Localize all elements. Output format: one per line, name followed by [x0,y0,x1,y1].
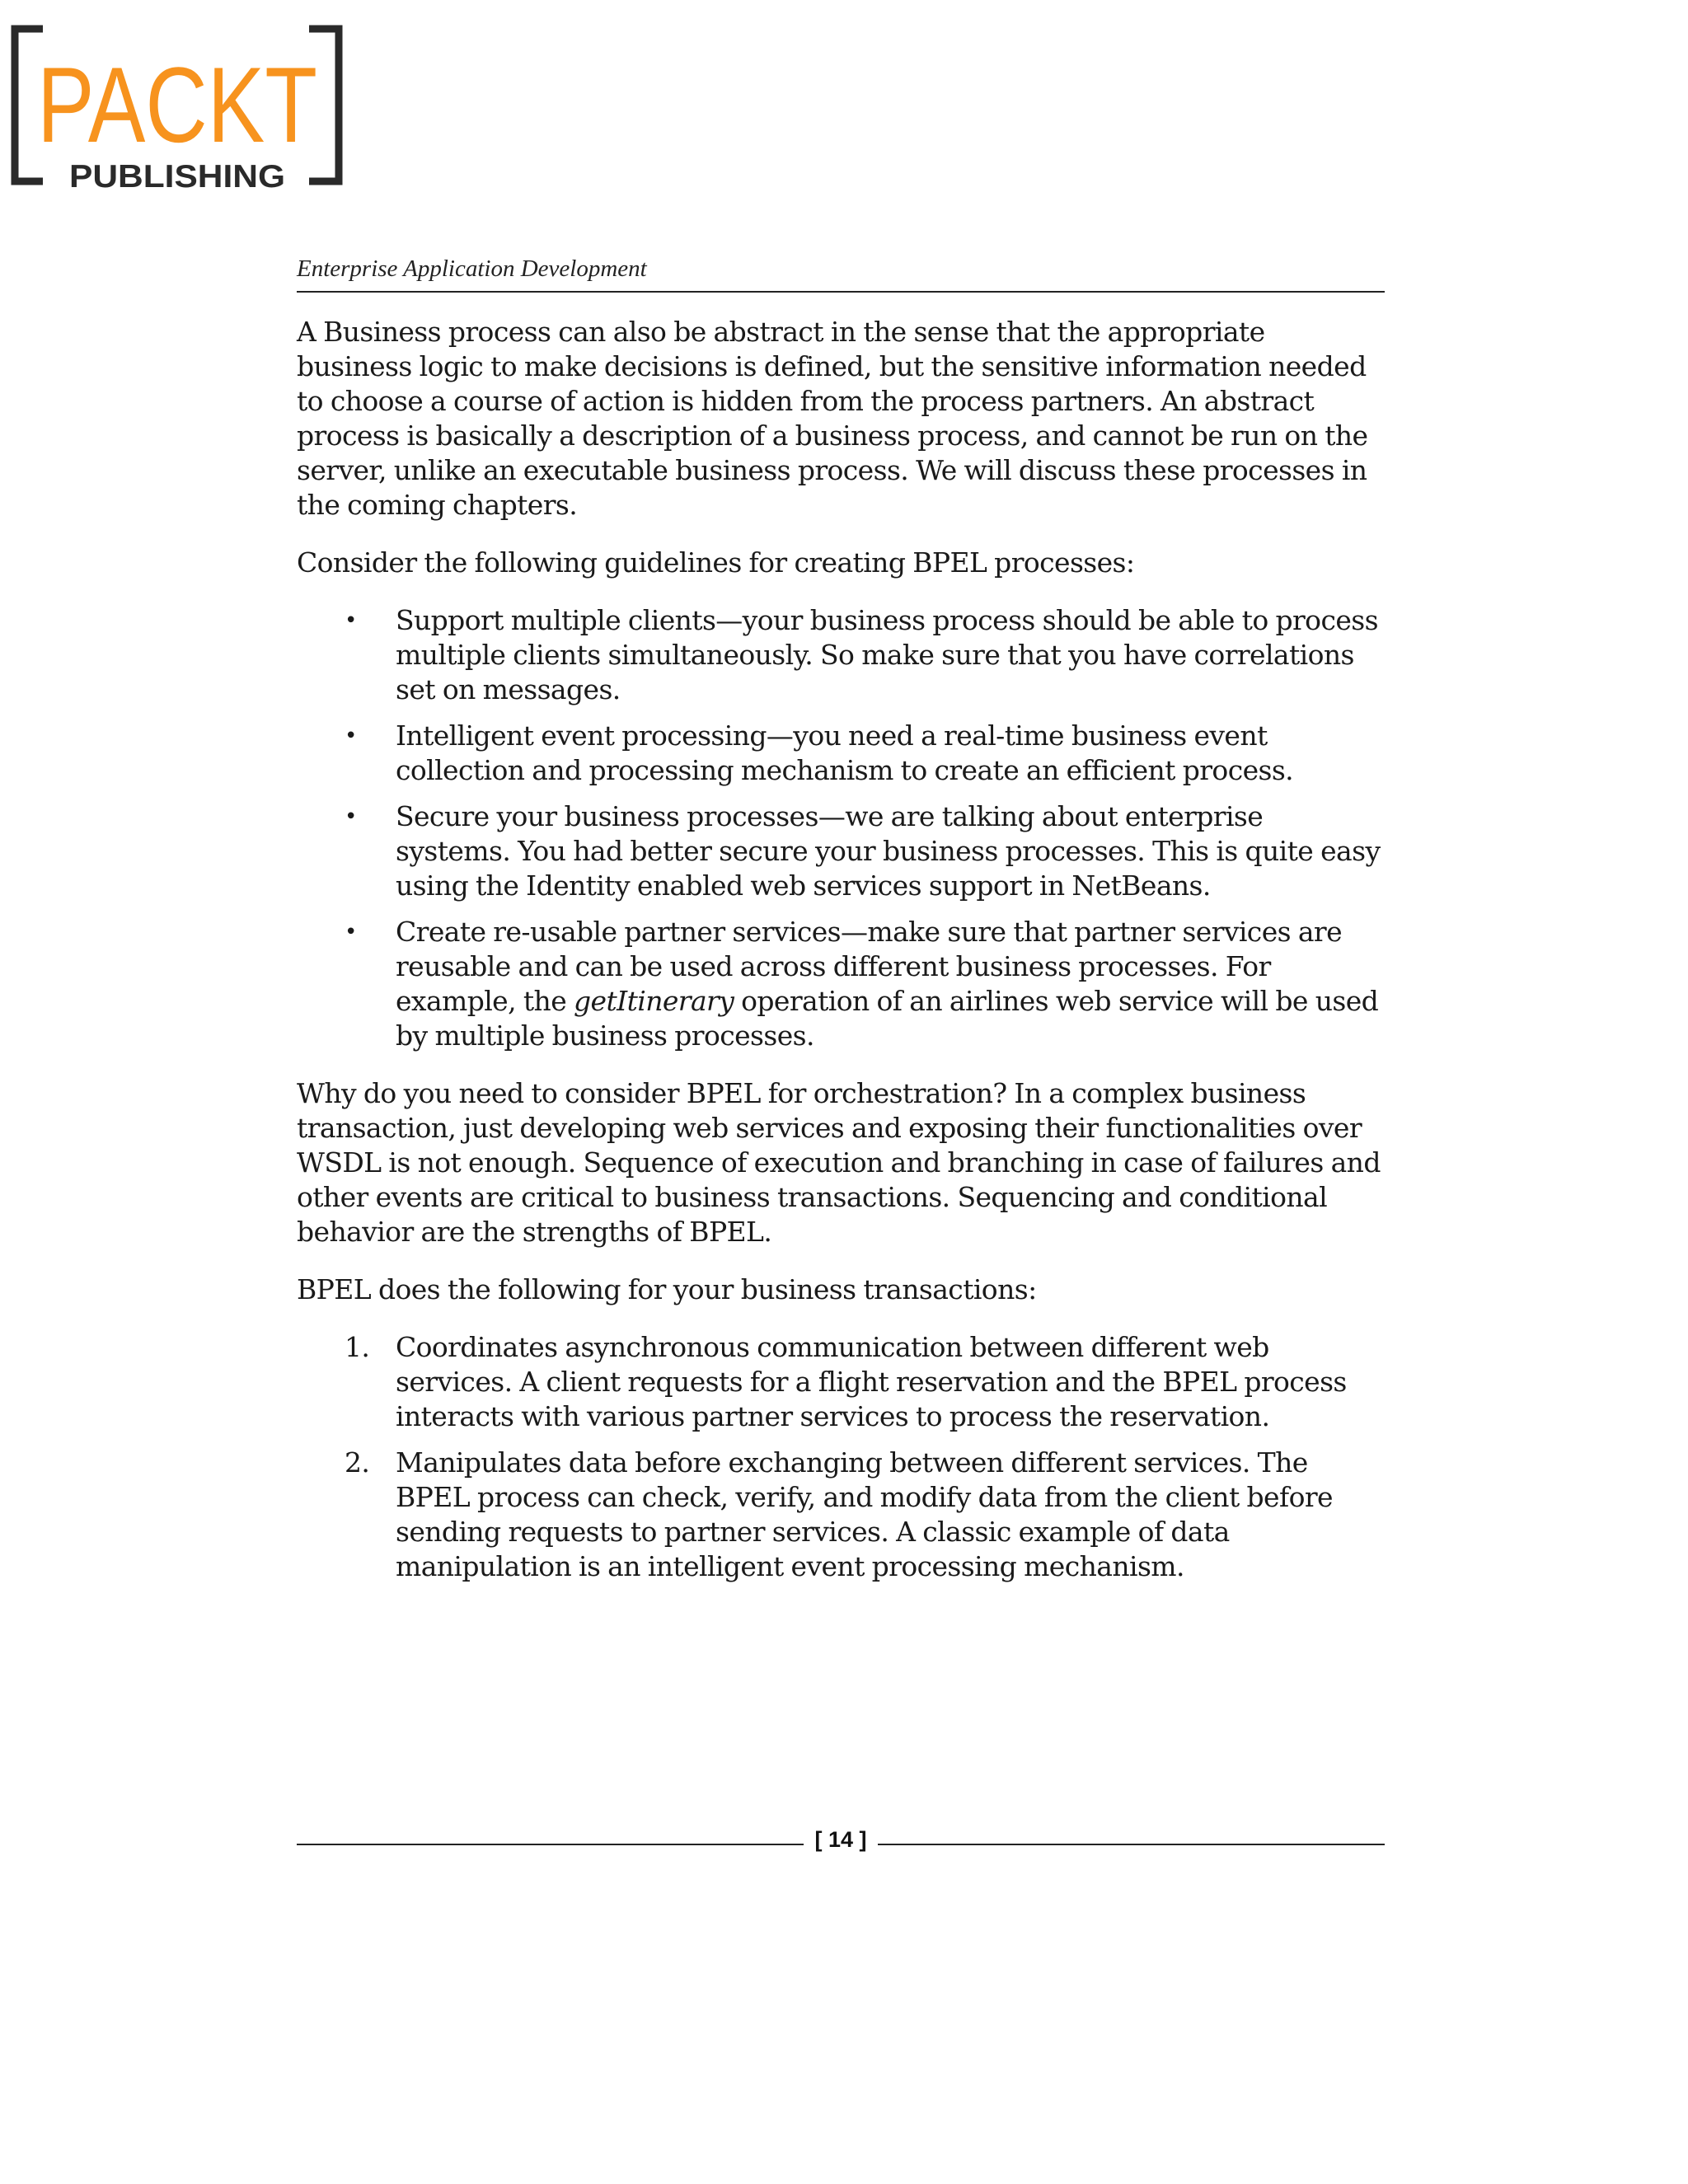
list-item [297,915,1385,1053]
list-item-text: Secure your business processes—we are talking about enterprise systems. You had better secure your business processes. This is quite easy using the Identity enabled web services support in NetBeans. [396,800,1381,902]
header-rule [297,291,1385,293]
bullet-marker: • [345,724,357,748]
list-item-text [396,916,1378,1052]
list-item-text-after: operation of an airlines web service will be used by multiple business processes. [396,985,1379,1052]
logo-graphic [15,29,345,194]
list-item-text: Intelligent event processing—you need a real-time business event collection and processing mechanism to create an efficient process. [396,719,1294,786]
bullet-marker: • [345,608,357,633]
list-item [297,603,1385,707]
list-item [297,1330,1385,1434]
list-item [297,719,1385,788]
guidelines-bullet-list [297,603,1385,1053]
paragraph-abstract-process: A Business process can also be abstract in the sense that the appropriate business logic to make decisions is defined, but the sensitive information needed to choose a course of action is hidden from the process partners. An abstract process is basically a description of a business process, and cannot be run on the server, unlike an executable business process. We will discuss these processes in the coming chapters. [297,316,1368,521]
number-marker: 2. [345,1446,370,1479]
page-footer [297,1825,1385,1858]
footer-rule-right [878,1844,1385,1845]
logo-brand-text: PACKT [37,45,317,165]
list-item [297,799,1385,903]
logo-subtitle-text: PUBLISHING [69,159,285,194]
number-marker: 1. [345,1331,370,1363]
running-header: Enterprise Application Development [297,255,647,282]
list-item-text-before: Create re-usable partner services—make sure that partner services are reusable and can be used across different business processes. For example, the [396,916,1343,1017]
bullet-marker: • [345,920,357,944]
packt-publishing-logo [15,29,345,194]
list-item-text: Manipulates data before exchanging between different services. The BPEL process can check, verify, and modify data from the client before sending requests to partner services. A classic example of data manipulation is an intelligent event processing mechanism. [396,1446,1333,1582]
paragraph-why-bpel: Why do you need to consider BPEL for orchestration? In a complex business transaction, just developing web services and exposing their functionalities over WSDL is not enough. Sequence of execution and branching in case of failures and other events are critical to business transactions. Sequencing and conditional behavior are the strengths of BPEL. [297,1077,1381,1248]
list-item [297,1446,1385,1584]
operation-name-emphasis: getItinerary [574,985,734,1017]
page-body [297,315,1385,1607]
paragraph-bpel-does-intro: BPEL does the following for your business transactions: [297,1273,1037,1305]
bpel-functions-numbered-list [297,1330,1385,1584]
footer-rule-left [297,1844,804,1845]
page-number: [ 14 ] [814,1827,867,1852]
paragraph-guidelines-intro: Consider the following guidelines for creating BPEL processes: [297,546,1135,579]
bullet-marker: • [345,804,357,829]
list-item-text: Coordinates asynchronous communication between different web services. A client requests for a flight reservation and the BPEL process interacts with various partner services to process the reservation. [396,1331,1347,1432]
list-item-text: Support multiple clients—your business process should be able to process multiple clients simultaneously. So make sure that you have correlations set on messages. [396,604,1378,705]
